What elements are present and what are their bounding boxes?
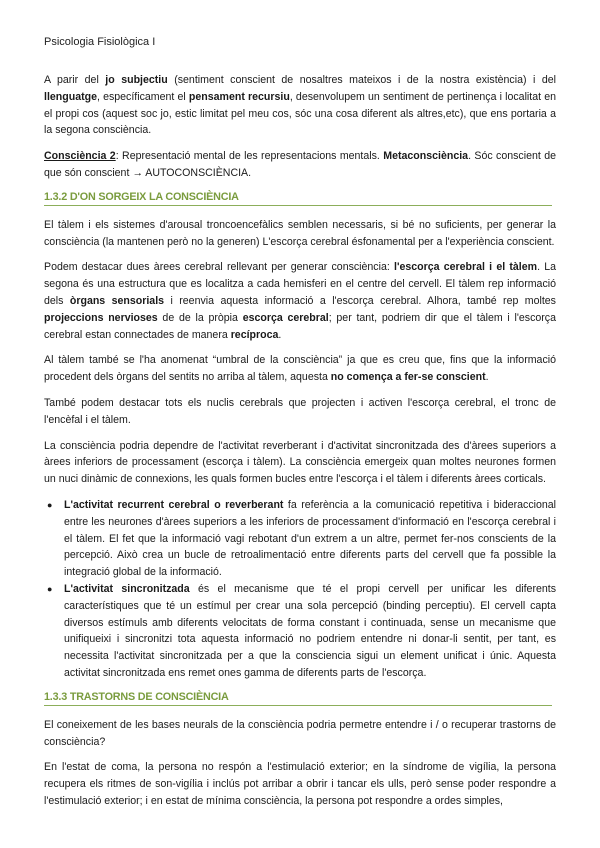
disorders-question-paragraph: El coneixement de les bases neurals de la consciència podria permetre entendre i / o recuperar trastorns de consciència?: [44, 718, 556, 748]
document-body: [44, 72, 556, 819]
running-header: Psicologia Fisiològica I: [44, 36, 156, 48]
thalamus-paragraph: El tàlem i els sistemes d'arousal troncoencefàlics semblen necessaris, si bé no suficients, per generar la consciència (la mantenen però no la generen) L'escorça cerebral ésfonamental per a l'experiència conscient.: [44, 218, 556, 248]
brain-areas-paragraph: Podem destacar dues àrees cerebral rellevant per generar consciència: l'escorça cerebral i el tàlem. La segona és una estructura que es localitza a cada hemisferi en el centre del cervell. El tàlem rep informació dels òrgans sensorials i reenvia aquesta informació a l'escorça cerebral. Alhora, també rep moltes projeccions nervioses de de la pròpia escorça cerebral; per tant, podriem dir que el tàlem i l'escorça cerebral estan connectades de manera recíproca.: [44, 261, 557, 341]
consciousness-2-label: Consciència 2: [44, 150, 116, 163]
intro-paragraph: A parir del jo subjectiu (sentiment conscient de nosaltres mateixos i de la nostra existència) i del llenguatge, específicament el pensament recursiu, desenvolupem un sentiment de pertinença i localitat en el propi cos (aquest soc jo, estic limitat pel meu cos, sóc una cosa diferent als altres,etc), que ens portaria a la segona consciència.: [44, 74, 556, 137]
activity-list: [44, 497, 556, 682]
section-heading-disorders: 1.3.3 TRASTORNS DE CONSCIÈNCIA: [44, 690, 552, 706]
coma-paragraph: En l'estat de coma, la persona no respón a l'estimulació exterior; en la síndrome de vigília, la persona recupera els ritmes de son-vigília i inclús pot arribar a obrir i tancar els ulls, però sense poder respondre a l'estimulació exterior; i en estat de mínima consciència, la persona pot respondre a ordes simples,: [44, 761, 556, 807]
threshold-paragraph: Al tàlem també se l'ha anomenat “umbral de la consciència” ja que es creu que, fins que la informació procedent dels òrgans del sentits no arriba al tàlem, aquesta no comença a fer-se conscient.: [44, 354, 556, 384]
list-item: ● L'activitat recurrent cerebral o reverberant fa referència a la comunicació repetitiva i bideraccional entre les neurones d'àrees superiors a les inferiors de processament d'informació en l'escorça cerebral i el tàlem. El fet que la informació vagi rebotant d'un extrem a un altre, permet fer-nos conscients de la percepció. Això crea un bucle de retroalimentació entre diferents parts del cervell que fa possible la integració global de la informació.: [64, 497, 556, 581]
section-heading-origin: 1.3.2 D'ON SORGEIX LA CONSCIÈNCIA: [44, 190, 552, 206]
reverberant-paragraph: La consciència podria dependre de l'activitat reverberant i d'activitat sincronitzada des d'àrees superiors a àrees inferiors de processament (escorça i tàlem). La consciència emergeix quan moltes neurones formen un nuci dinàmic de connexions, les quals formen bucles entre l'escorça i el tàlem i diferents àrees corticals.: [44, 439, 556, 486]
consciousness-2-paragraph: Consciència 2: Representació mental de les representacions mentals. Metaconsciència. Sóc conscient de que són conscient → AUTOCONSCIÈNCIA.: [44, 150, 556, 179]
nuclei-paragraph: També podem destacar tots els nuclis cerebrals que projecten i activen l'escorça cerebral, el tronc de l'encèfal i el tàlem.: [44, 396, 556, 426]
list-item: ● L'activitat sincronitzada és el mecanisme que té el propi cervell per unificar les diferents característiques que té un estímul per crear una sola percepció (binding perceptiu). El cervell capta diversos estímuls amb diferents velocitats de forma constant i continuada, sense un mecanisme que unifiqueixi i sincronitzi tota aquesta informació no podriem entendre ni donar-li sentit, per tant, es necessita l'activitat sincronitzada per a que la consciencia sigui un element unificat i únic. Aquesta activitat sincronitzada ens remet ones gamma de diferents parts de l'escorça.: [64, 581, 556, 682]
